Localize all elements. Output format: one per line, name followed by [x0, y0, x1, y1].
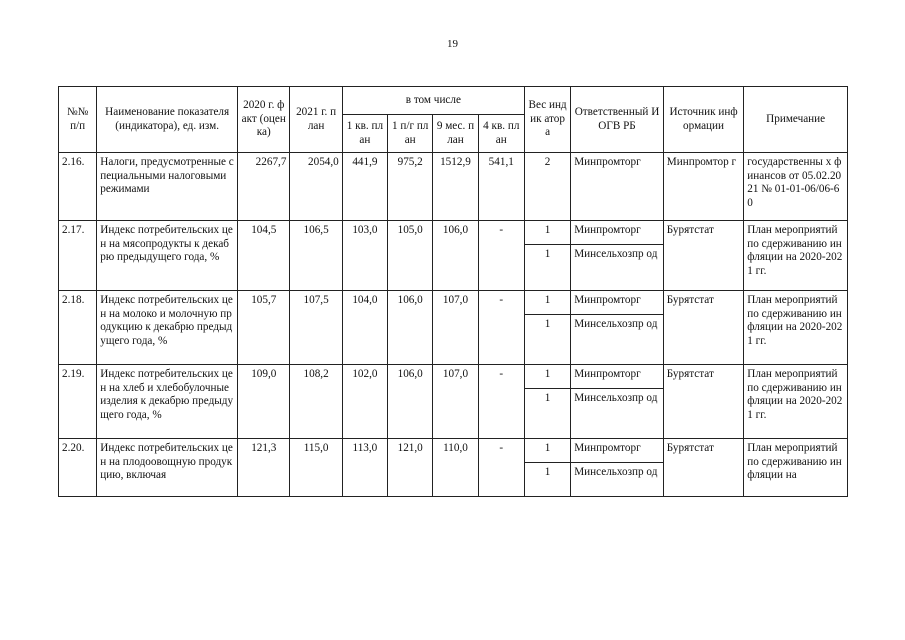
table-row — [59, 365, 848, 389]
row-name: Индекс потребительских цен на мясопродукты к декабрю предыдущего года, % — [97, 221, 238, 291]
row-q1: 104,0 — [342, 291, 387, 365]
row-9m: 1512,9 — [433, 153, 478, 221]
row-q1: 113,0 — [342, 439, 387, 497]
row-2021: 107,5 — [290, 291, 342, 365]
row-num: 2.19. — [59, 365, 97, 439]
table-header — [59, 87, 848, 153]
row-responsible: Минпромторг — [571, 365, 664, 389]
row-q4: 541,1 — [478, 153, 524, 221]
row-h1: 121,0 — [388, 439, 433, 497]
row-responsible: Минсельхозпр од — [571, 389, 664, 439]
row-responsible: Минсельхозпр од — [571, 463, 664, 497]
indicators-table — [58, 86, 848, 497]
row-note: План мероприятий по сдерживанию инфляции на 2020-2021 гг. — [744, 291, 848, 365]
row-responsible: Минсельхозпр од — [571, 245, 664, 291]
row-responsible: Минпромторг — [571, 439, 664, 463]
row-weight: 1 — [524, 315, 570, 365]
row-9m: 107,0 — [433, 291, 478, 365]
row-source: Бурятстат — [663, 291, 744, 365]
row-2020: 109,0 — [238, 365, 290, 439]
header-num: №№ п/п — [59, 87, 97, 153]
header-name: Наименование показателя (индикатора), ед. изм. — [97, 87, 238, 153]
row-weight: 1 — [524, 365, 570, 389]
row-weight: 1 — [524, 291, 570, 315]
header-2020: 2020 г. факт (оценка) — [238, 87, 290, 153]
row-q4: - — [478, 221, 524, 291]
row-responsible: Минсельхозпр од — [571, 315, 664, 365]
header-responsible: Ответственный ИОГВ РБ — [571, 87, 664, 153]
row-weight: 1 — [524, 221, 570, 245]
row-9m: 110,0 — [433, 439, 478, 497]
row-num: 2.20. — [59, 439, 97, 497]
row-weight: 1 — [524, 245, 570, 291]
row-weight: 2 — [524, 153, 570, 221]
row-responsible: Минпромторг — [571, 291, 664, 315]
page-number: 19 — [447, 38, 458, 50]
row-responsible: Минпромторг — [571, 221, 664, 245]
header-q1: 1 кв. план — [342, 115, 387, 153]
header-note: Примечание — [744, 87, 848, 153]
row-2021: 106,5 — [290, 221, 342, 291]
row-2021: 115,0 — [290, 439, 342, 497]
table-row — [59, 439, 848, 463]
row-2020: 104,5 — [238, 221, 290, 291]
header-9m: 9 мес. план — [433, 115, 478, 153]
row-weight: 1 — [524, 389, 570, 439]
row-q1: 102,0 — [342, 365, 387, 439]
row-h1: 975,2 — [388, 153, 433, 221]
row-q4: - — [478, 291, 524, 365]
row-h1: 106,0 — [388, 365, 433, 439]
row-num: 2.18. — [59, 291, 97, 365]
row-weight: 1 — [524, 439, 570, 463]
row-source: Минпромтор г — [663, 153, 744, 221]
row-2021: 108,2 — [290, 365, 342, 439]
row-name: Индекс потребительских цен на хлеб и хлебобулочные изделия к декабрю предыдущего года, % — [97, 365, 238, 439]
row-q4: - — [478, 439, 524, 497]
row-note: государственны х финансов от 05.02.2021 № 01-01-06/06-60 — [744, 153, 848, 221]
row-2020: 105,7 — [238, 291, 290, 365]
row-name: Налоги, предусмотренные специальными налоговыми режимами — [97, 153, 238, 221]
row-note: План мероприятий по сдерживанию инфляции на 2020-2021 гг. — [744, 365, 848, 439]
header-2021: 2021 г. план — [290, 87, 342, 153]
table-row — [59, 291, 848, 315]
row-source: Бурятстат — [663, 221, 744, 291]
row-2020: 121,3 — [238, 439, 290, 497]
row-note: План мероприятий по сдерживанию инфляции на 2020-2021 гг. — [744, 221, 848, 291]
row-h1: 105,0 — [388, 221, 433, 291]
header-source: Источник информации — [663, 87, 744, 153]
row-9m: 107,0 — [433, 365, 478, 439]
row-q1: 103,0 — [342, 221, 387, 291]
table-row — [59, 153, 848, 221]
row-num: 2.16. — [59, 153, 97, 221]
row-responsible: Минпромторг — [571, 153, 664, 221]
header-h1: 1 п/г план — [388, 115, 433, 153]
row-num: 2.17. — [59, 221, 97, 291]
table-row — [59, 221, 848, 245]
row-note: План мероприятий по сдерживанию инфляции на — [744, 439, 848, 497]
row-source: Бурятстат — [663, 365, 744, 439]
row-name: Индекс потребительских цен на плодоовощную продукцию, включая — [97, 439, 238, 497]
header-including: в том числе — [342, 87, 524, 115]
row-h1: 106,0 — [388, 291, 433, 365]
row-q1: 441,9 — [342, 153, 387, 221]
row-q4: - — [478, 365, 524, 439]
header-q4: 4 кв. план — [478, 115, 524, 153]
row-name: Индекс потребительских цен на молоко и молочную продукцию к декабрю предыдущего года, % — [97, 291, 238, 365]
header-weight: Вес индик атора — [524, 87, 570, 153]
row-weight: 1 — [524, 463, 570, 497]
row-source: Бурятстат — [663, 439, 744, 497]
row-2021: 2054,0 — [290, 153, 342, 221]
row-9m: 106,0 — [433, 221, 478, 291]
row-2020: 2267,7 — [238, 153, 290, 221]
